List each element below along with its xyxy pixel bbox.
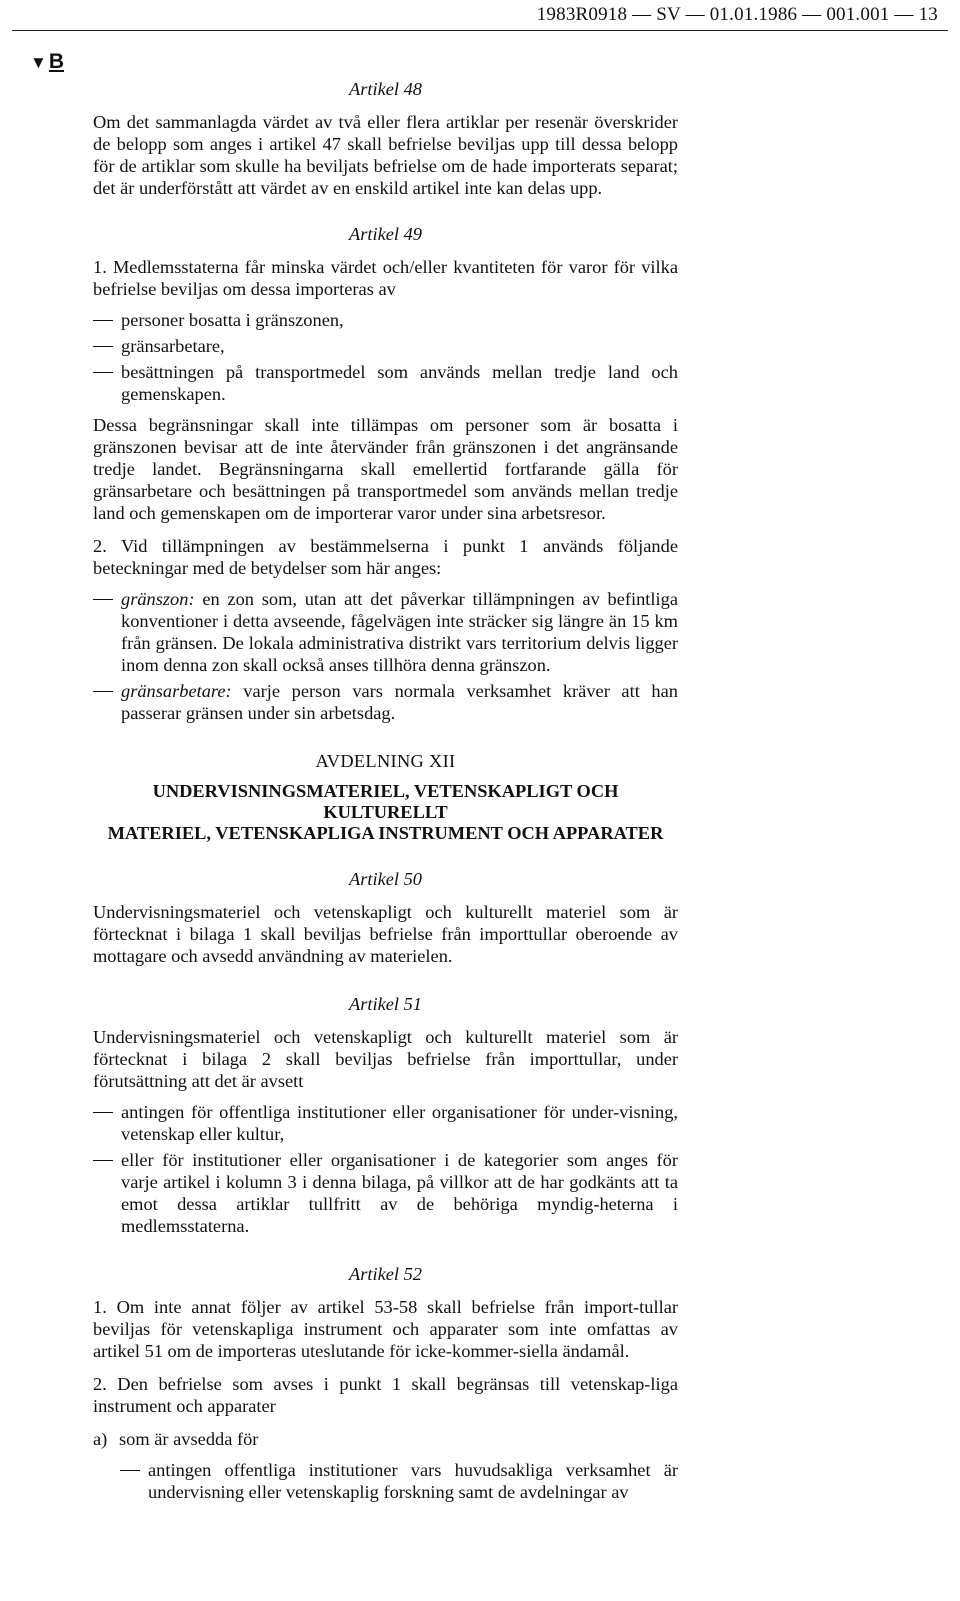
triangle-down-icon: ▼ (30, 53, 47, 72)
article-49-title: Artikel 49 (348, 224, 423, 244)
dash-mark (93, 309, 121, 321)
division-title-line-1: UNDERVISNINGSMATERIEL, VETENSKAPLIGT OCH KULTURELLT (152, 781, 619, 822)
article-52-paragraph-2: 2. Den befrielse som avses i punkt 1 skall begränsas till vetenskap-liga instrument och apparater (93, 1374, 678, 1416)
list-item: gränsarbetare, (93, 335, 678, 357)
list-item-a: a) som är avsedda för (93, 1429, 259, 1449)
article-51-text: Undervisningsmateriel och vetenskapligt och kulturellt materiel som är förtecknat i bilaga 2 skall beviljas befrielse från importtullar, under förutsättning att det är avsett (93, 1027, 678, 1091)
definition-term: gränsarbetare: (121, 681, 232, 701)
definition-term: gränszon: (121, 589, 195, 609)
article-51-title: Artikel 51 (348, 994, 423, 1014)
document-body (93, 74, 678, 1503)
list-item: antingen offentliga institutioner vars huvudsakliga verksamhet är undervisning eller vetenskaplig forskning samt de avdelningar av (120, 1459, 678, 1503)
marker-letter: B (48, 50, 64, 73)
definition-item: gränszon: en zon som, utan att det påverkar tillämpningen av befintliga konventioner i detta avseende, fågelvägen inte sträcker sig längre än 15 km från gränsen. De lokala administrativa distrikt vars territorium delvis ligger inom denna zon skall också anses tillhöra denna gränszon. (93, 588, 678, 676)
article-52-paragraph-1: 1. Om inte annat följer av artikel 53-58 skall befrielse från import-tullar beviljas för vetenskapliga instrument och apparater som inte omfattas av artikel 51 om de importeras uteslutande för icke-kommer-siella ändamål. (93, 1297, 678, 1361)
list-item: eller för institutioner eller organisationer i de kategorier som anges för varje artikel i kolumn 3 i denna bilaga, på villkor att de har godkänts att ta emot dessa artiklar tullfritt av de behöriga myndig-heterna i medlemsstaterna. (93, 1149, 678, 1237)
article-49-paragraph-2: Dessa begränsningar skall inte tillämpas om personer som är bosatta i gränszonen bevisar att de inte återvänder från gränszonen i det angränsande tredje landet. Begränsningarna skall emellertid fortfarande gälla för gränsarbetare och besättningen på transportmedel som används mellan tredje land och gemenskapen om de importerar varor under sina arbetsresor. (93, 415, 678, 523)
dash-mark (93, 1149, 121, 1161)
header-divider (12, 30, 948, 31)
dash-mark (93, 680, 121, 692)
definition-item: gränsarbetare: varje person vars normala verksamhet kräver att han passerar gränsen under sin arbetsdag. (93, 680, 678, 724)
list-item: besättningen på transportmedel som används mellan tredje land och gemenskapen. (93, 361, 678, 405)
dash-mark (93, 588, 121, 600)
article-49-paragraph-1: 1. Medlemsstaterna får minska värdet och/eller kvantiteten för varor för vilka befrielse beviljas om dessa importeras av (93, 257, 678, 299)
dash-mark (93, 1101, 121, 1113)
article-50-text: Undervisningsmateriel och vetenskapligt och kulturellt materiel som är förtecknat i bilaga 1 skall beviljas befrielse från importtullar oberoende av mottagare och avsedd användning av materielen. (93, 902, 678, 966)
dash-mark (93, 361, 121, 373)
division-title-line-2: MATERIEL, VETENSKAPLIGA INSTRUMENT OCH APPARATER (107, 823, 664, 843)
article-48-title: Artikel 48 (348, 79, 423, 99)
page-header: 1983R0918 — SV — 01.01.1986 — 001.001 — 13 (536, 4, 938, 25)
dash-mark (120, 1459, 148, 1471)
amendment-marker (30, 50, 64, 74)
dash-mark (93, 335, 121, 347)
list-item: antingen för offentliga institutioner eller organisationer för under-visning, vetenskap eller kultur, (93, 1101, 678, 1145)
article-52-title: Artikel 52 (348, 1264, 423, 1284)
division-label: AVDELNING XII (315, 751, 456, 771)
article-50-title: Artikel 50 (348, 869, 423, 889)
article-48-text: Om det sammanlagda värdet av två eller flera artiklar per resenär överskrider de belopp som anges i artikel 47 skall befrielse beviljas upp till dessa belopp för de artiklar som skulle ha beviljats befrielse om de hade importerats separat; det är underförstått att värdet av en enskild artikel inte kan delas upp. (93, 112, 678, 198)
list-item: personer bosatta i gränszonen, (93, 309, 678, 331)
article-49-paragraph-3: 2. Vid tillämpningen av bestämmelserna i punkt 1 används följande beteckningar med de betydelser som här anges: (93, 536, 678, 578)
